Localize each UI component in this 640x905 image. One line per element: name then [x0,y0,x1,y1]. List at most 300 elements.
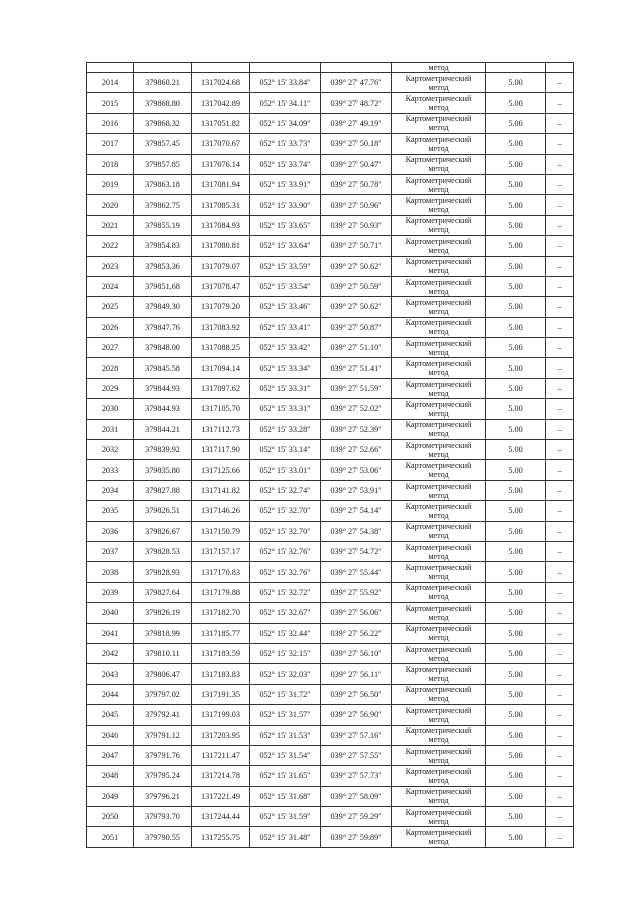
cell-accuracy: 5.00 [486,297,546,317]
cell-x-coordinate: 379857.45 [134,134,192,154]
cell-y-coordinate: 1317221.49 [192,786,250,806]
cell-method [392,786,486,806]
method-line-1: Картометрический [405,726,472,736]
cell-x-coordinate: 379797.02 [134,684,192,704]
table-row [87,643,574,663]
cell-x-coordinate: 379818.99 [134,623,192,643]
cell-x-coordinate: 379849.30 [134,297,192,317]
cell-latitude: 052° 15' 33.65" [250,215,321,235]
cell-x-coordinate: 379791.76 [134,745,192,765]
cell-longitude: 039° 27' 50.62" [321,256,392,276]
method-line-2: метод [428,368,449,378]
method-line-2: метод [428,714,449,724]
cell-method [392,317,486,337]
cell-y-coordinate: 1317076.14 [192,154,250,174]
method-line-1: Картометрический [405,257,472,267]
method-line-1: Картометрический [405,318,472,328]
cell-point-number: 2036 [87,521,134,541]
table-row [87,73,574,93]
cell-latitude: 052° 15' 32.03" [250,664,321,684]
cell-x-coordinate: 379826.19 [134,603,192,623]
cell-accuracy: 5.00 [486,725,546,745]
cell-latitude: 052° 15' 34.09" [250,113,321,133]
method-line-2: метод [428,347,449,357]
cell-accuracy: 5.00 [486,419,546,439]
method-line-1: Картометрический [405,624,472,634]
cell-method [392,684,486,704]
cell-x-coordinate: 379847.76 [134,317,192,337]
cell-method [392,174,486,194]
cell-x-coordinate: 379844.93 [134,378,192,398]
cell-method [392,338,486,358]
cell-latitude: 052° 15' 33.34" [250,358,321,378]
cell-y-coordinate: 1317105.70 [192,399,250,419]
method-line-2: метод [428,490,449,500]
method-line-2: метод [428,266,449,276]
table-row [87,276,574,296]
method-line-1: Картометрический [405,746,472,756]
cell-accuracy: 5.00 [486,501,546,521]
method-line-2: метод [428,551,449,561]
cell-x-coordinate: 379844.21 [134,419,192,439]
cell-y-coordinate: 1317080.81 [192,236,250,256]
cell-note: – [546,440,574,460]
cell-y-coordinate: 1317078.47 [192,276,250,296]
cell-point-number: 2016 [87,113,134,133]
cell-method [392,562,486,582]
cell-method [392,582,486,602]
cell-longitude: 039° 27' 56.11" [321,664,392,684]
cell-y-coordinate: 1317183.59 [192,643,250,663]
cell-latitude: 052° 15' 32.70" [250,501,321,521]
method-line-2: метод [428,205,449,215]
table-row [87,215,574,235]
cell-method [392,603,486,623]
table-row [87,623,574,643]
cell-latitude: 052° 15' 33.74" [250,154,321,174]
cell-latitude: 052° 15' 33.59" [250,256,321,276]
cell-accuracy: 5.00 [486,562,546,582]
cell-accuracy: 5.00 [486,113,546,133]
cell-latitude: 052° 15' 31.59" [250,807,321,827]
table-row [87,236,574,256]
cell-y-coordinate: 1317083.92 [192,317,250,337]
cell-longitude: 039° 27' 56.22" [321,623,392,643]
coordinates-table [86,62,574,848]
cell-longitude: 039° 27' 56.06" [321,603,392,623]
cell-note: – [546,745,574,765]
method-line-2: метод [428,82,449,92]
cell-x-coordinate: 379826.51 [134,501,192,521]
cell-x-coordinate: 379860.21 [134,73,192,93]
cell-accuracy: 5.00 [486,745,546,765]
cell-accuracy: 5.00 [486,827,546,847]
cell-y-coordinate: 1317079.20 [192,297,250,317]
cell-method [392,460,486,480]
cell-y-coordinate: 1317170.83 [192,562,250,582]
cell-y-coordinate: 1317088.25 [192,338,250,358]
cell-x-coordinate: 379854.83 [134,236,192,256]
cell-y-coordinate: 1317079.07 [192,256,250,276]
cell-longitude: 039° 27' 54.14" [321,501,392,521]
cell-x-coordinate: 379826.67 [134,521,192,541]
cell-latitude: 052° 15' 32.74" [250,480,321,500]
cell-note: – [546,236,574,256]
cell-point-number: 2040 [87,603,134,623]
cell-longitude: 039° 27' 48.72" [321,93,392,113]
cell-longitude: 039° 27' 51.59" [321,378,392,398]
cell-x-coordinate: 379844.93 [134,399,192,419]
cell-note: – [546,338,574,358]
cell-point-number: 2014 [87,73,134,93]
cell-point-number: 2047 [87,745,134,765]
cell-method [392,276,486,296]
cell-latitude: 052° 15' 33.41" [250,317,321,337]
method-line-2: метод [428,510,449,520]
cell-longitude: 039° 27' 58.09" [321,786,392,806]
cell-latitude: 052° 15' 33.42" [250,338,321,358]
method-line-1: Картометрический [405,828,472,838]
cell-method [392,195,486,215]
cell-note: – [546,174,574,194]
cell-method [392,215,486,235]
method-line-2: метод [428,816,449,826]
cell-y-coordinate: 1317214.78 [192,766,250,786]
cell-point-number: 2024 [87,276,134,296]
cell-accuracy: 5.00 [486,623,546,643]
method-line-1: Картометрический [405,705,472,715]
cell-latitude: 052° 15' 32.72" [250,582,321,602]
cell-note: – [546,399,574,419]
cell-method [392,643,486,663]
cell-accuracy: 5.00 [486,582,546,602]
cell-point-number: 2045 [87,705,134,725]
cell-x-coordinate: 379827.88 [134,480,192,500]
method-line-2: метод [428,225,449,235]
table-row [87,541,574,561]
cell-y-coordinate: 1317094.14 [192,358,250,378]
method-line-1: Картометрический [405,583,472,593]
cell-longitude: 039° 27' 56.90" [321,705,392,725]
cell-latitude: 052° 15' 33.46" [250,297,321,317]
cell-y-coordinate: 1317084.93 [192,215,250,235]
cell-y-coordinate: 1317244.44 [192,807,250,827]
method-line-2: метод [428,531,449,541]
cell-note: – [546,541,574,561]
cell-empty [250,63,321,73]
cell-point-number: 2051 [87,827,134,847]
cell-latitude: 052° 15' 32.15" [250,643,321,663]
cell-method [392,256,486,276]
table-row [87,684,574,704]
cell-x-coordinate: 379848.00 [134,338,192,358]
cell-note: – [546,276,574,296]
cell-method [392,807,486,827]
method-line-1: Картометрический [405,399,472,409]
table-row [87,154,574,174]
method-line-1: Картометрический [405,685,472,695]
cell-latitude: 052° 15' 33.31" [250,378,321,398]
cell-point-number: 2050 [87,807,134,827]
table-row [87,807,574,827]
cell-accuracy: 5.00 [486,460,546,480]
method-line-2: метод [428,408,449,418]
cell-x-coordinate: 379828.53 [134,541,192,561]
cell-note: – [546,480,574,500]
cell-point-number: 2015 [87,93,134,113]
cell-empty [134,63,192,73]
cell-note: – [546,256,574,276]
cell-method [392,705,486,725]
cell-point-number: 2042 [87,643,134,663]
cell-longitude: 039° 27' 55.44" [321,562,392,582]
table-row [87,480,574,500]
cell-latitude: 052° 15' 31.54" [250,745,321,765]
cell-note: – [546,113,574,133]
cell-latitude: 052° 15' 31.53" [250,725,321,745]
cell-longitude: 039° 27' 57.73" [321,766,392,786]
method-line-1: Картометрический [405,196,472,206]
cell-empty [321,63,392,73]
cell-accuracy: 5.00 [486,766,546,786]
table-row [87,440,574,460]
cell-latitude: 052° 15' 33.01" [250,460,321,480]
method-line-1: Картометрический [405,359,472,369]
table-row [87,705,574,725]
cell-y-coordinate: 1317112.73 [192,419,250,439]
cell-accuracy: 5.00 [486,684,546,704]
cell-longitude: 039° 27' 53.06" [321,460,392,480]
cell-x-coordinate: 379853.36 [134,256,192,276]
cell-empty [486,63,546,73]
cell-x-coordinate: 379835.80 [134,460,192,480]
cell-method [392,521,486,541]
method-line-2: метод [428,470,449,480]
cell-accuracy: 5.00 [486,276,546,296]
cell-latitude: 052° 15' 32.70" [250,521,321,541]
table-row [87,521,574,541]
cell-longitude: 039° 27' 51.10" [321,338,392,358]
cell-x-coordinate: 379791.12 [134,725,192,745]
method-line-2: метод [428,755,449,765]
method-line-1: Картометрический [405,236,472,246]
cell-method [392,419,486,439]
cell-latitude: 052° 15' 33.84" [250,73,321,93]
cell-y-coordinate: 1317085.31 [192,195,250,215]
cell-latitude: 052° 15' 31.72" [250,684,321,704]
cell-accuracy: 5.00 [486,73,546,93]
cell-y-coordinate: 1317146.26 [192,501,250,521]
cell-latitude: 052° 15' 33.31" [250,399,321,419]
cell-point-number: 2025 [87,297,134,317]
cell-method [392,664,486,684]
cell-accuracy: 5.00 [486,521,546,541]
cell-note: – [546,317,574,337]
cell-accuracy: 5.00 [486,256,546,276]
cell-longitude: 039° 27' 55.92" [321,582,392,602]
cell-point-number: 2028 [87,358,134,378]
cell-x-coordinate: 379863.18 [134,174,192,194]
cell-latitude: 052° 15' 33.73" [250,134,321,154]
table-row [87,582,574,602]
cell-x-coordinate: 379855.19 [134,215,192,235]
table-row [87,603,574,623]
method-line-2: метод [428,164,449,174]
method-line-2: метод [428,653,449,663]
method-line-2: метод [428,306,449,316]
cell-accuracy: 5.00 [486,643,546,663]
cell-method [392,113,486,133]
cell-x-coordinate: 379868.80 [134,93,192,113]
cell-method [392,236,486,256]
method-line-1: Картометрический [405,73,472,83]
cell-point-number: 2023 [87,256,134,276]
table-row [87,501,574,521]
cell-method [392,378,486,398]
cell-longitude: 039° 27' 52.39" [321,419,392,439]
table-row [87,766,574,786]
cell-accuracy: 5.00 [486,807,546,827]
method-line-1: Картометрический [405,277,472,287]
cell-y-coordinate: 1317117.90 [192,440,250,460]
table-row [87,113,574,133]
method-line-1: Картометрический [405,766,472,776]
cell-longitude: 039° 27' 53.91" [321,480,392,500]
cell-y-coordinate: 1317157.17 [192,541,250,561]
method-line-1: Картометрический [405,787,472,797]
cell-method [392,297,486,317]
cell-y-coordinate: 1317051.82 [192,113,250,133]
cell-longitude: 039° 27' 50.62" [321,297,392,317]
table-row [87,256,574,276]
cell-accuracy: 5.00 [486,480,546,500]
method-line-2: метод [428,612,449,622]
cell-accuracy: 5.00 [486,174,546,194]
table-row-continued [87,63,574,73]
cell-y-coordinate: 1317125.66 [192,460,250,480]
table-row [87,664,574,684]
cell-y-coordinate: 1317150.79 [192,521,250,541]
cell-y-coordinate: 1317179.88 [192,582,250,602]
cell-accuracy: 5.00 [486,134,546,154]
cell-note: – [546,582,574,602]
cell-note: – [546,419,574,439]
cell-accuracy: 5.00 [486,440,546,460]
cell-longitude: 039° 27' 51.41" [321,358,392,378]
cell-method [392,725,486,745]
cell-note: – [546,786,574,806]
cell-latitude: 052° 15' 31.48" [250,827,321,847]
cell-note: – [546,643,574,663]
cell-accuracy: 5.00 [486,215,546,235]
cell-y-coordinate: 1317182.70 [192,603,250,623]
cell-longitude: 039° 27' 56.10" [321,643,392,663]
cell-longitude: 039° 27' 47.76" [321,73,392,93]
cell-longitude: 039° 27' 50.93" [321,215,392,235]
cell-y-coordinate: 1317141.82 [192,480,250,500]
cell-note: – [546,521,574,541]
cell-latitude: 052° 15' 32.76" [250,541,321,561]
cell-note: – [546,562,574,582]
cell-latitude: 052° 15' 33.91" [250,174,321,194]
cell-latitude: 052° 15' 32.44" [250,623,321,643]
method-line-1: Картометрический [405,440,472,450]
method-line-2: метод [428,775,449,785]
table-row [87,297,574,317]
cell-longitude: 039° 27' 57.16" [321,725,392,745]
cell-accuracy: 5.00 [486,93,546,113]
method-line-1: Картометрический [405,338,472,348]
method-line-2: метод [428,286,449,296]
cell-note: – [546,807,574,827]
cell-x-coordinate: 379862.75 [134,195,192,215]
method-line-2: метод [428,123,449,133]
method-line-1: Картометрический [405,114,472,124]
method-line-2: метод [428,103,449,113]
table-row [87,93,574,113]
cell-point-number: 2022 [87,236,134,256]
cell-note: – [546,93,574,113]
cell-point-number: 2043 [87,664,134,684]
cell-y-coordinate: 1317203.95 [192,725,250,745]
cell-longitude: 039° 27' 59.29" [321,807,392,827]
cell-method [392,766,486,786]
cell-point-number: 2030 [87,399,134,419]
method-line-2: метод [428,633,449,643]
cell-point-number: 2032 [87,440,134,460]
cell-longitude: 039° 27' 57.55" [321,745,392,765]
cell-accuracy: 5.00 [486,317,546,337]
cell-longitude: 039° 27' 54.72" [321,541,392,561]
table-row [87,195,574,215]
cell-note: – [546,766,574,786]
cell-point-number: 2034 [87,480,134,500]
cell-accuracy: 5.00 [486,705,546,725]
cell-point-number: 2041 [87,623,134,643]
cell-x-coordinate: 379845.58 [134,358,192,378]
cell-longitude: 039° 27' 50.59" [321,276,392,296]
cell-point-number: 2048 [87,766,134,786]
cell-accuracy: 5.00 [486,541,546,561]
cell-accuracy: 5.00 [486,154,546,174]
cell-accuracy: 5.00 [486,664,546,684]
cell-y-coordinate: 1317185.77 [192,623,250,643]
cell-point-number: 2029 [87,378,134,398]
cell-y-coordinate: 1317042.89 [192,93,250,113]
cell-x-coordinate: 379796.21 [134,786,192,806]
table-row [87,725,574,745]
cell-x-coordinate: 379851.68 [134,276,192,296]
cell-longitude: 039° 27' 49.19" [321,113,392,133]
method-line-1: Картометрический [405,216,472,226]
cell-point-number: 2037 [87,541,134,561]
method-line-1: Картометрический [405,542,472,552]
cell-method [392,501,486,521]
cell-note: – [546,378,574,398]
cell-accuracy: 5.00 [486,195,546,215]
cell-longitude: 039° 27' 50.96" [321,195,392,215]
method-line-2: метод [428,592,449,602]
cell-longitude: 039° 27' 52.66" [321,440,392,460]
cell-method [392,623,486,643]
cell-latitude: 052° 15' 34.11" [250,93,321,113]
method-line-1: Картометрический [405,522,472,532]
method-line-2: метод [428,388,449,398]
cell-note: – [546,73,574,93]
cell-longitude: 039° 27' 50.87" [321,317,392,337]
cell-y-coordinate: 1317183.83 [192,664,250,684]
table-row [87,317,574,337]
